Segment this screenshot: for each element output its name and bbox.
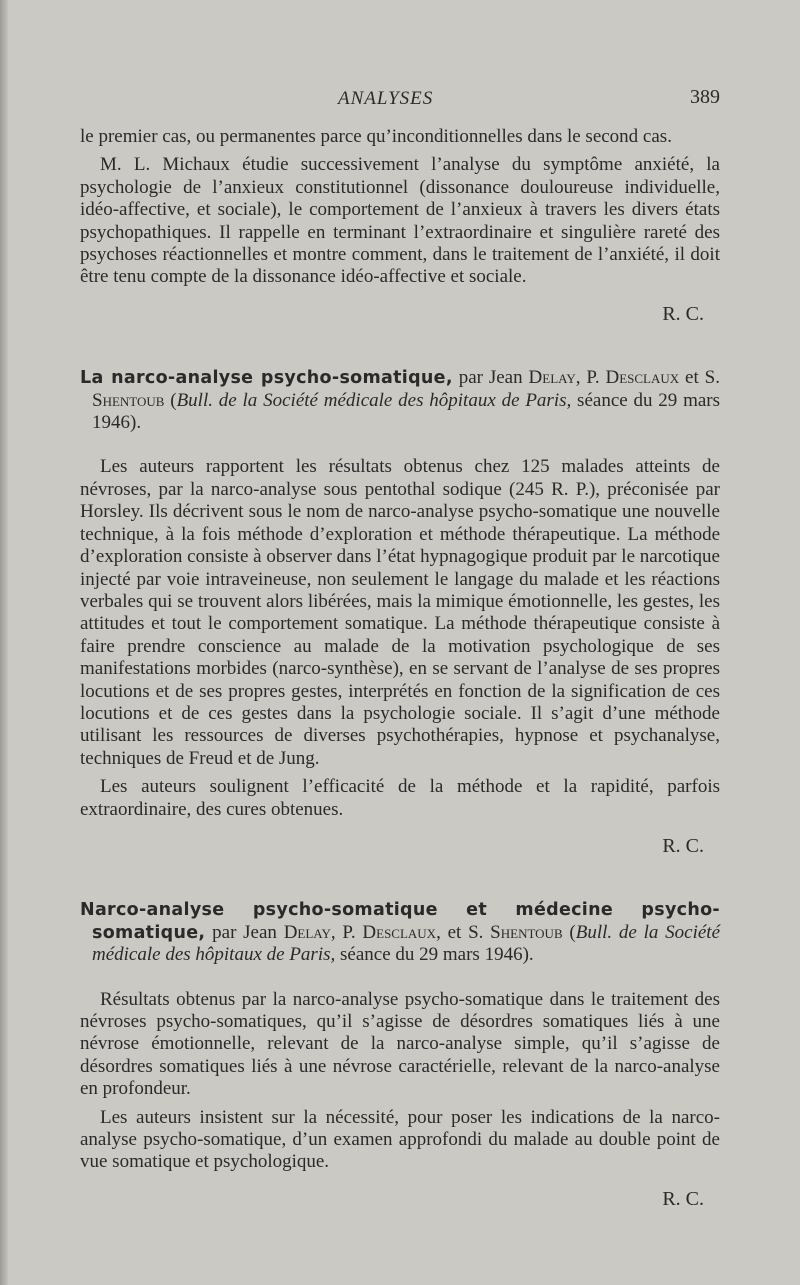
body-paragraph: Les auteurs insistent sur la nécessité, pour poser les indications de la narco-analyse psycho-somatique, d’un examen approfondi du malade au double point de vue somatique et psychologique. <box>80 1106 720 1173</box>
article-title: La narco-analyse psycho-somatique, <box>80 368 453 389</box>
author-name: Shentoub <box>92 389 165 411</box>
body-paragraph: M. L. Michaux étudie successivement l’analyse du symptôme anxiété, la psychologie de l’anxieux constitutionnel (dissonance douloureuse individuelle, idéo-affective, et sociale), le comportement de l’anxieux à travers les divers états psychopathiques. Il rappelle en terminant l’extraordinaire et singulière rareté des psychoses réactionnelles et montre comment, dans le traitement de l’anxiété, il doit être tenu compte de la dissonance idéo-affective et sociale. <box>80 154 720 288</box>
reviewer-signature: R. C. <box>662 302 704 325</box>
running-title: ANALYSES <box>338 88 434 109</box>
review-heading: La narco-analyse psycho-somatique, par Jean Delay, P. Desclaux et S. Shentoub (Bull. de la Société médicale des hôpitaux de Paris, séance du 29 mars 1946). <box>80 367 721 434</box>
review-michaux <box>80 126 720 325</box>
review-medecine-psycho-somatique <box>80 899 720 1210</box>
author-name: Delay <box>528 367 576 389</box>
journal-source: Bull. de la Société médicale des hôpitaux de Paris, <box>176 389 572 411</box>
body-paragraph: Les auteurs rapportent les résultats obtenus chez 125 malades atteints de névroses, par la narco-analyse sous pentothal sodique (245 R. P.), préconisée par Horsley. Ils décrivent sous le nom de narco-analyse psycho-somatique une nouvelle technique, à la fois méthode d’exploration et méthode thérapeutique. La méthode d’exploration consiste à observer dans l’état hypnagogique produit par le narcotique injecté par voie intraveineuse, non seulement le langage du malade et les réactions verbales qui se trouvent alors libérées, mais la mimique émotionnelle, les gestes, les attitudes et tout le comportement somatique. La méthode thérapeutique consiste à faire prendre conscience au malade de la motivation psychologique de ses manifestations morbides (narco-synthèse), en se servant de l’analyse de ses propres locutions et de ses propres gestes, interprétés en fonction de la signification de ces locutions et de ces gestes dans la psychologie sociale. Il s’agit d’une méthode utilisant les ressources de diverses psychothérapies, hypnose et psychanalyse, techniques de Freud et de Jung. <box>80 456 720 769</box>
body-paragraph: Les auteurs soulignent l’efficacité de la méthode et la rapidité, parfois extraordinaire, des cures obtenues. <box>80 776 720 820</box>
body-paragraph: Résultats obtenus par la narco-analyse psycho-somatique dans le traitement des névroses psycho-somatiques, qu’il s’agisse de désordres somatiques liés à une névrose émotionnelle, relevant de la narco-analyse simple, qu’il s’agisse de désordres somatiques liés à une névrose caractérielle, relevant de la narco-analyse en profondeur. <box>80 988 720 1100</box>
continued-paragraph: le premier cas, ou permanentes parce qu’inconditionnelles dans le second cas. <box>80 126 672 147</box>
review-narco-analyse <box>80 367 720 857</box>
author-name: Desclaux <box>605 367 680 389</box>
page-number: 389 <box>690 86 720 108</box>
review-heading: Narco-analyse psycho-somatique et médecine psycho-somatique, par Jean Delay, P. Desclaux, et S. Shentoub (Bull. de la Société médicale des hôpitaux de Paris, séance du 29 mars 1946). <box>80 900 721 966</box>
reviewer-signature: R. C. <box>662 834 704 857</box>
document-page <box>80 80 720 1210</box>
journal-source: Bull. de la Société médicale des hôpitaux de Paris, <box>92 921 721 966</box>
session-date: séance du 29 mars 1946). <box>92 389 721 434</box>
page-binding-edge <box>0 0 8 1285</box>
session-date: séance du 29 mars 1946). <box>335 944 534 966</box>
author-name: Shentoub <box>490 921 563 943</box>
author-name: Desclaux <box>362 921 437 943</box>
article-title: Narco-analyse psycho-somatique et médecine psycho-somatique, <box>80 900 720 943</box>
running-head <box>80 80 720 116</box>
author-name: Delay <box>283 921 331 943</box>
reviewer-signature: R. C. <box>662 1187 704 1210</box>
